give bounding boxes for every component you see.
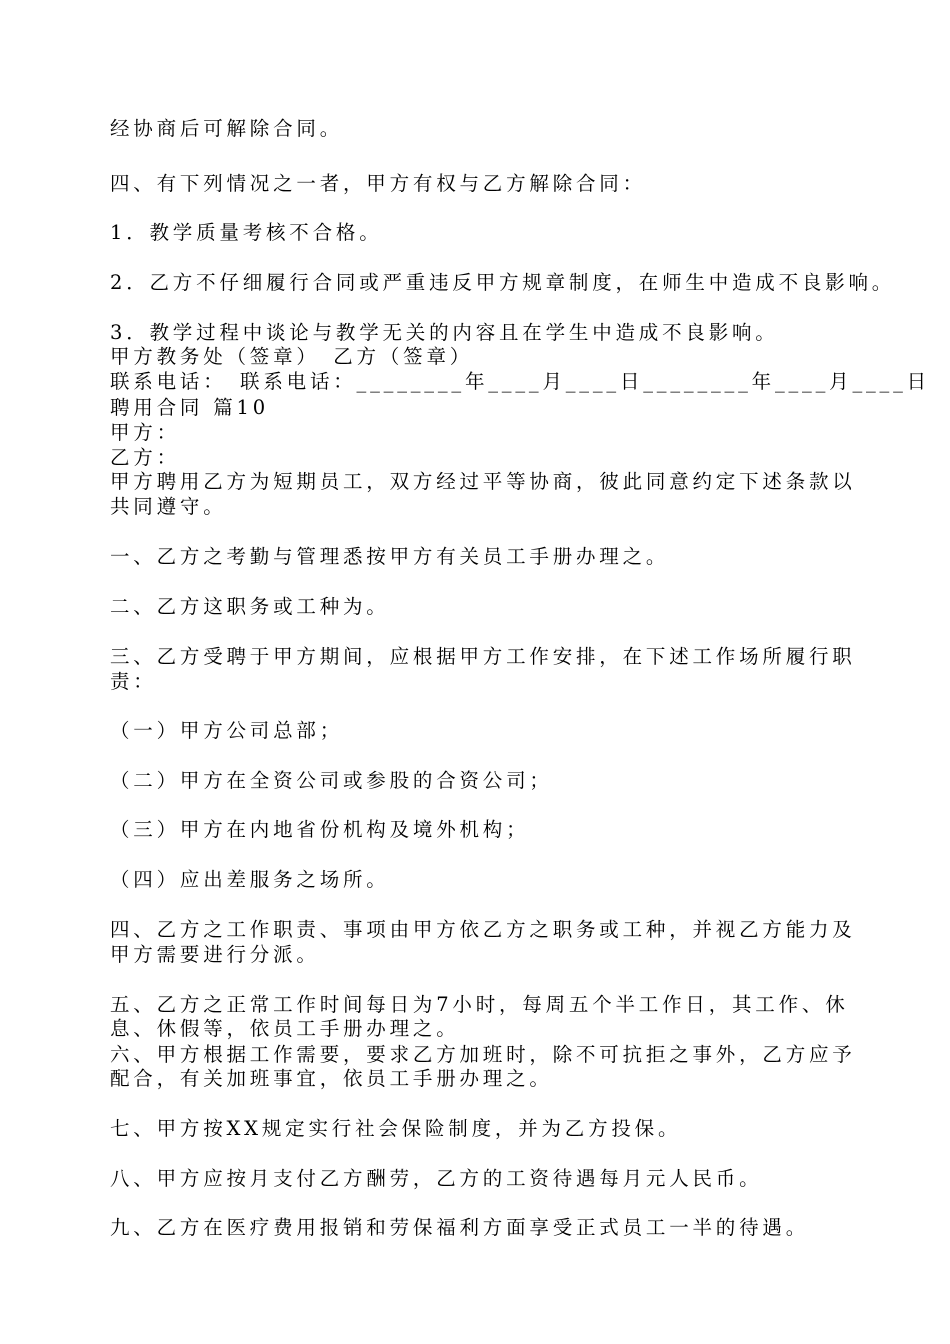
section-title: 聘用合同 篇10 — [110, 396, 269, 419]
text-line: 3．教学过程中谈论与教学无关的内容且在学生中造成不良影响。 — [110, 321, 779, 344]
list-item: （四）应出差服务之场所。 — [110, 868, 390, 891]
text-line: 四、乙方之工作职责、事项由甲方依乙方之职务或工种，并视乙方能力及 — [110, 918, 856, 941]
text-line: 甲方聘用乙方为短期员工，双方经过平等协商，彼此同意约定下述条款以 — [110, 470, 856, 493]
list-item: （三）甲方在内地省份机构及境外机构； — [110, 818, 530, 841]
list-item: （二）甲方在全资公司或参股的合资公司； — [110, 769, 553, 792]
party-b-label: 乙方： — [110, 446, 180, 469]
text-line: 1．教学质量考核不合格。 — [110, 221, 383, 244]
text-line: 息、休假等，依员工手册办理之。 — [110, 1017, 460, 1040]
text-line: 一、乙方之考勤与管理悉按甲方有关员工手册办理之。 — [110, 545, 670, 568]
text-line: 共同遵守。 — [110, 495, 227, 518]
party-a-label: 甲方： — [110, 421, 180, 444]
text-line: 经协商后可解除合同。 — [110, 117, 344, 140]
text-line: 五、乙方之正常工作时间每日为7小时，每周五个半工作日，其工作、休 — [110, 993, 849, 1016]
text-line: 八、甲方应按月支付乙方酬劳，乙方的工资待遇每月元人民币。 — [110, 1167, 763, 1190]
text-line: 七、甲方按XX规定实行社会保险制度，并为乙方投保。 — [110, 1117, 682, 1140]
text-line: 2．乙方不仔细履行合同或严重违反甲方规章制度，在师生中造成不良影响。 — [110, 271, 896, 294]
text-line: 四、有下列情况之一者，甲方有权与乙方解除合同： — [110, 172, 646, 195]
list-item: （一）甲方公司总部； — [110, 719, 344, 742]
text-line: 六、甲方根据工作需要，要求乙方加班时，除不可抗拒之事外，乙方应予 — [110, 1043, 856, 1066]
signature-line: 甲方教务处（签章） 乙方（签章） — [110, 345, 474, 368]
text-line: 责： — [110, 670, 157, 693]
text-line: 二、乙方这职务或工种为。 — [110, 595, 390, 618]
text-line: 配合，有关加班事宜，依员工手册办理之。 — [110, 1067, 553, 1090]
text-line: 三、乙方受聘于甲方期间，应根据甲方工作安排，在下述工作场所履行职 — [110, 645, 856, 668]
text-line: 甲方需要进行分派。 — [110, 943, 320, 966]
text-line: 九、乙方在医疗费用报销和劳保福利方面享受正式员工一半的待遇。 — [110, 1216, 810, 1239]
contact-date-line: 联系电话： 联系电话：________年____月____日________年____月____日 — [110, 370, 930, 393]
